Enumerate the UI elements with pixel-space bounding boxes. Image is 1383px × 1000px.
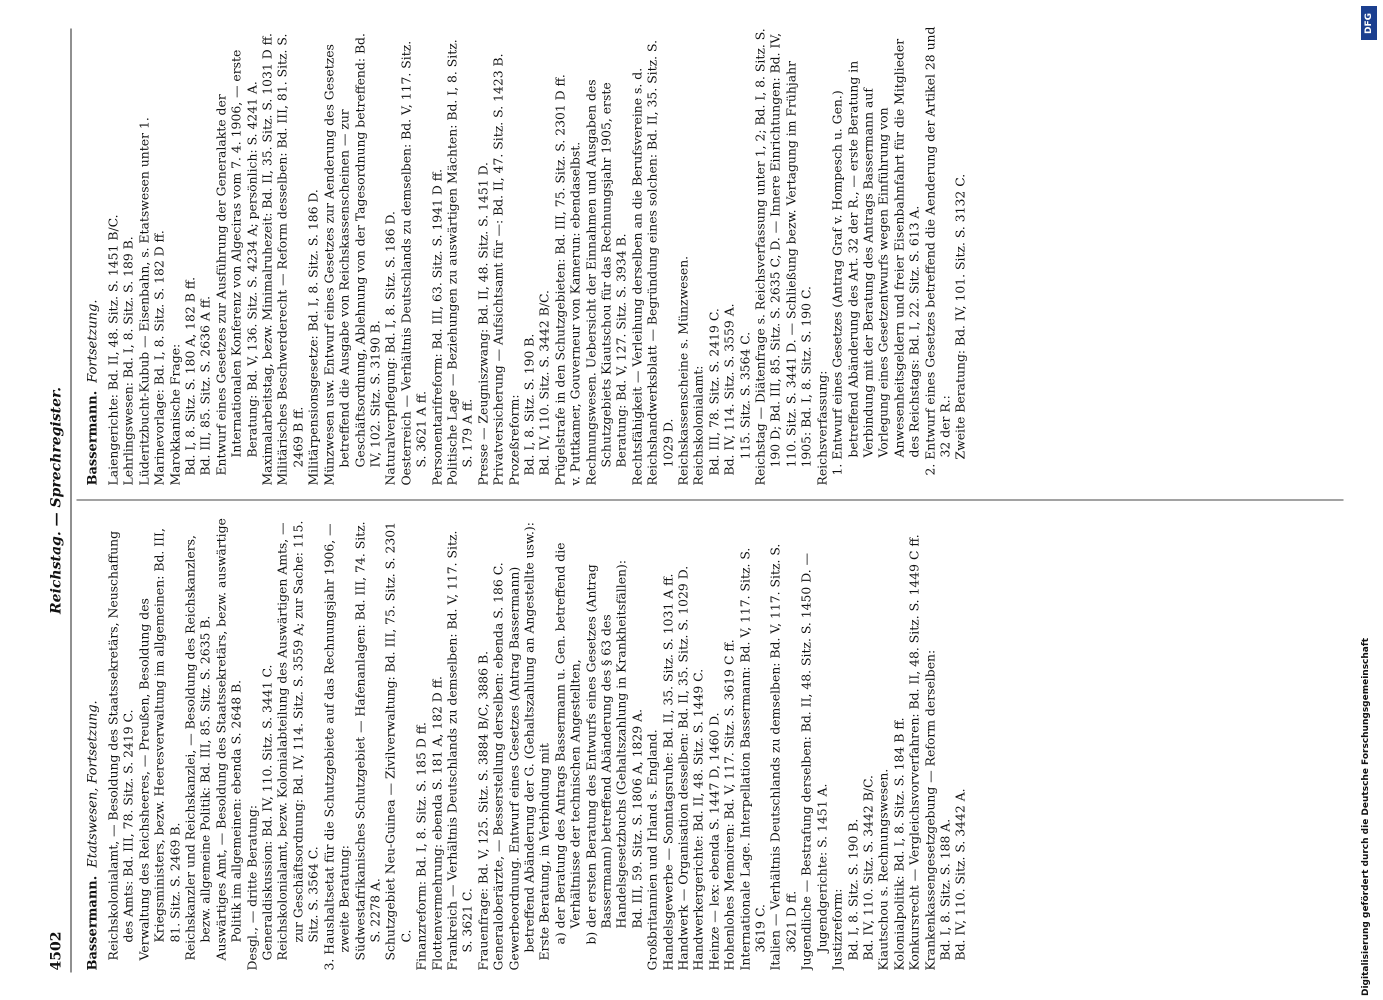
index-entry: Lüderitzbucht-Kubub — Eisenbahn, s. Etatswesen unter 1. xyxy=(135,116,151,485)
index-entry: Prügelstrafe in den Schutzgebieten: Bd. III, 75. Sitz. S. 2301 D ff. xyxy=(551,73,567,485)
index-entry: Reichskolonialamt, — Besoldung des Staatssekretärs, Neuschaffung des Amts: Bd. III, 78. Sitz. S. 2419 C. xyxy=(105,530,136,960)
index-entry: Bd. I, 8. Sitz. S. 180 A, 182 B ff. xyxy=(182,276,198,475)
index-entry: Militärisches Beschwerderecht — Reform desselben: Bd. III, 81. Sitz. S. 2469 B ff. xyxy=(274,33,305,485)
index-entry: Rechtsfähigkeit — Verleihung derselben an die Berufsvereine s. d. xyxy=(628,67,644,485)
index-entry: Südwestafrikanisches Schutzgebiet — Hafenanlagen: Bd. III, 74. Sitz. S. 2278 A. xyxy=(351,520,382,960)
running-title: Reichstag. — Sprechregister. xyxy=(48,386,64,614)
index-entry: Großbritannien und Irland s. England. xyxy=(644,728,660,970)
index-entry: Bd. IV, 110. Sitz. S. 3442 B/C. xyxy=(859,774,875,960)
index-entry: Münzwesen usw. Entwurf eines Gesetzes zur Aenderung des Gesetzes betreffend die Ausgabe von Reichskassenscheinen — zur Geschäftsordnung, Ablehnung von der Tagesordnung betreffend: Bd. IV, 102. Sitz. S. 3190 B. xyxy=(320,32,382,485)
index-entry: Frauenfrage: Bd. V, 125. Sitz. S. 3884 B/C, 3886 B. xyxy=(474,650,490,970)
index-entry: Bd. IV, 114. Sitz. S. 3559 A. xyxy=(721,302,737,475)
index-entry: Militärpensionsgesetze: Bd. I, 8. Sitz. S. 186 D. xyxy=(305,188,321,485)
index-entry: Politische Lage — Beziehungen zu auswärtigen Mächten: Bd. I, 8. Sitz. S. 179 A ff. xyxy=(443,38,475,485)
index-entry: Personentarifreform: Bd. III, 63. Sitz. S. 1941 D ff. xyxy=(428,168,444,485)
index-entry: Oesterreich — Verhältnis Deutschlands zu demselben: Bd. V, 117. Sitz. S. 3621 A ff. xyxy=(397,40,429,485)
index-entry: Verwaltung des Reichsheeres, — Preußen, Besoldung des Kriegsministers, bezw. Heeresverwaltung im allgemeinen: Bd. III, 81. Sitz. S. 2469 B. xyxy=(135,527,182,960)
index-entry: Marokkanische Frage: xyxy=(166,343,182,485)
index-entry: Schutzgebiet Neu-Guinea — Zivilverwaltung: Bd. III, 75. Sitz. S. 2301 C. xyxy=(382,521,413,960)
index-entry: v. Puttkamer, Gouverneur von Kamerun: ebendaselbst. xyxy=(567,141,583,485)
index-entry: Reichskolonialamt: xyxy=(690,365,706,485)
index-entry: Zweite Beratung: Bd. IV, 101. Sitz. S. 3132 C. xyxy=(952,173,968,459)
right-entry-list xyxy=(105,25,968,485)
index-entry: Prozeßreform: xyxy=(505,393,521,485)
page-header xyxy=(48,30,68,970)
index-entry: Rechnungswesen. Uebersicht der Einnahmen und Ausgaben des Schutzgebiets Kiautschou für das Rechnungsjahr 1905, erste Beratung: Bd. V, 127. Sitz. S. 3934 B. xyxy=(582,78,629,485)
index-entry: Reichshandwerksblatt — Begründung eines solchen: Bd. II, 35. Sitz. S. 1029 D. xyxy=(644,39,675,485)
index-entry: Flottenvermehrung: ebenda S. 181 A, 182 D ff. xyxy=(428,675,444,970)
index-entry: Bd. IV, 110. Sitz. S. 3442 A. xyxy=(952,787,968,960)
index-entry: Bd. III, 78. Sitz. S. 2419 C. xyxy=(705,307,721,475)
index-entry: Heinze — lex: ebenda S. 1447 D, 1460 D. xyxy=(705,711,721,970)
index-entry: Kolonialpolitik: Bd. I, 8. Sitz. S. 184 B ff. xyxy=(890,716,906,970)
index-entry: b) der ersten Beratung des Entwurfs eines Gesetzes (Antrag Bassermann) betreffend Abänderung des § 63 des Handelsgesetzbuchs (Gehaltszahlung in Krankheitsfällen): xyxy=(582,559,629,944)
index-entry: Kiautschou s. Rechnungswesen. xyxy=(875,768,891,970)
index-entry: Bd. III, 85. Sitz. S. 2636 A ff. xyxy=(197,295,213,475)
index-entry: Privatversicherung — Aufsichtsamt für —: Bd. II, 47. Sitz. S. 1423 B. xyxy=(490,52,506,485)
index-entry: Frankreich — Verhältnis Deutschlands zu demselben: Bd. V, 117. Sitz. S. 3621 C. xyxy=(443,530,475,970)
index-entry: Laiengerichte: Bd. II, 48. Sitz. S. 1451 B/C. xyxy=(105,213,120,485)
index-entry: Lehrlingswesen: Bd. I, 8. Sitz. S. 189 B. xyxy=(120,235,136,485)
index-entry: Auswärtiges Amt, — Besoldung des Staatssekretärs, bezw. auswärtige Politik im allgemeinen: ebenda S. 2648 B. xyxy=(212,517,244,960)
index-entry: Reichskolonialamt, bezw. Kolonialabteilung des Auswärtigen Amts, — zur Geschäftsordnung: Bd. IV, 114. Sitz. S. 3559 A; zur Sache: 115. Sitz. S. 3564 C. xyxy=(274,520,321,960)
index-entry: Naturalverpflegung: Bd. I, 8. Sitz. S. 186 D. xyxy=(382,210,398,485)
index-entry: Generaloberärzte, — Besserstellung derselben: ebenda S. 186 C. xyxy=(490,561,506,970)
speaker-name: Bassermann. xyxy=(85,875,100,970)
index-entry: Handwerk — Organisation desselben: Bd. II, 35. Sitz. S. 1029 D. xyxy=(675,565,691,970)
index-entry: Handwerkergerichte: Bd. II, 48. Sitz. S. 1449 C. xyxy=(690,668,706,970)
continuation-label: Fortsetzung. xyxy=(85,299,100,383)
left-column-heading xyxy=(84,515,101,970)
index-entry: 1. Entwurf eines Gesetzes (Antrag Graf v. Hompesch u. Gen.) betreffend Abänderung des Art. 32 der R., — erste Beratung in Verbindung mit der Beratung des Antrags Bassermann auf Vorlegung eines Gesetzentwurfs wegen Einführung von Anwesenheitsgeldern und freier Eisenbahnfahrt für die Mitglieder des Reichstags: Bd. I, 22. Sitz. S. 613 A. xyxy=(829,38,922,475)
index-entry: Generaldiskussion: Bd. IV, 110. Sitz. S. 3441 C. xyxy=(259,664,275,960)
page-number: 4502 xyxy=(48,931,64,970)
right-column-heading xyxy=(84,25,101,485)
index-entry: Bd. IV, 110. Sitz. S. 3442 B/C. xyxy=(536,289,552,475)
index-entry: Desgl., — dritte Beratung: xyxy=(243,804,259,970)
index-entry: Justizreform: xyxy=(829,888,845,970)
index-entry: Presse — Zeugniszwang: Bd. II, 48. Sitz. S. 1451 D. xyxy=(474,161,490,485)
index-entry: Internationale Lage. Interpellation Bassermann: Bd. V, 117. Sitz. S. 3619 C. xyxy=(736,547,768,970)
index-entry: Jugendliche — Bestrafung derselben: Bd. II, 48. Sitz. S. 1450 D. — Jugendgerichte: S. 1451 A. xyxy=(798,552,829,970)
index-entry: Bd. I, 8. Sitz. S. 188 A. xyxy=(936,818,952,960)
index-entry: 115. Sitz. S. 3564 C. xyxy=(736,331,752,459)
index-entry: Gewerbeordnung. Entwurf eines Gesetzes (Antrag Bassermann) betreffend Abänderung der G. (Gehaltszahlung an Angestellte usw.): xyxy=(505,521,536,970)
index-entry: Reichskanzler und Reichskanzlei, — Besoldung des Reichskanzlers, bezw. allgemeine Politik: Bd. III, 85. Sitz. S. 2635 B. xyxy=(182,534,213,960)
header-rule xyxy=(70,28,71,972)
speaker-name: Bassermann. xyxy=(85,390,100,485)
index-entry: Handelsgewerbe — Sonntagsruhe: Bd. II, 35. Sitz. S. 1031 A ff. xyxy=(659,573,675,970)
index-entry: Erste Beratung, in Verbindung mit xyxy=(536,742,552,960)
index-entry: a) der Beratung des Antrags Bassermann u. Gen. betreffend die Verhältnisse der technischen Angestellten, xyxy=(551,541,583,944)
index-entry: Reichskassenscheine s. Münzwesen. xyxy=(675,255,691,485)
index-entry: Maximalarbeitstag, bezw. Minimalruhezeit: Bd. II, 35. Sitz. S. 1031 D ff. xyxy=(259,32,275,485)
index-entry: 3. Haushaltsetat für die Schutzgebiete auf das Rechnungsjahr 1906, — zweite Beratung: xyxy=(320,522,352,970)
funding-credit: Digitalisierung gefördert durch die Deutsche Forschungsgemeinschaft xyxy=(1361,637,1371,996)
index-entry: Bd. I, 8. Sitz. S. 190 B. xyxy=(520,333,536,475)
right-column xyxy=(84,25,1343,485)
left-column xyxy=(84,515,1343,970)
index-entry: Bd. I, 8. Sitz. S. 190 B. xyxy=(844,818,860,960)
index-entry: 2. Entwurf eines Gesetzes betreffend die Aenderung der Artikel 28 und 32 der R.: xyxy=(921,26,952,475)
index-entry: Reichsverfassung: xyxy=(813,370,829,485)
digitization-sidebar xyxy=(1357,0,1383,1000)
left-entry-list xyxy=(105,515,968,970)
index-entry: Entwurf eines Gesetzes zur Ausführung der Generalakte der Internationalen Konferenz von Algeciras vom 7. 4. 1906, — erste Beratung: Bd. V, 136. Sitz. S. 4234 A; persönlich: S. 4241 A. xyxy=(212,49,259,475)
index-entry: Konkursrecht — Vergleichsvorverfahren: Bd. II, 48. Sitz. S. 1449 C ff. xyxy=(906,533,922,970)
index-entry: Hohenlohes Memoiren: Bd. V, 117. Sitz. S. 3619 C ff. xyxy=(721,638,737,970)
column-divider xyxy=(76,499,1343,500)
index-entry: Marinevorlage: Bd. I, 8. Sitz. S. 182 D ff. xyxy=(151,229,167,485)
index-entry: Reichstag — Diätenfrage s. Reichsverfassung unter 1, 2; Bd. I, 8. Sitz. S. 190 D; Bd. III, 85. Sitz. S. 2635 C, D. — Innere Einrichtungen: Bd. IV, 110. Sitz. S. 3441 D. — Schließung bezw. Vertagung im Frühjahr 1905: Bd. I, 8. Sitz. S. 190 C. xyxy=(752,27,814,485)
index-entry: Bd. III, 59. Sitz. S. 1806 A, 1829 A. xyxy=(628,708,644,928)
index-entry: Italien — Verhältnis Deutschlands zu demselben: Bd. V, 117. Sitz. S. 3621 D ff. xyxy=(767,543,798,970)
continuation-label: Etatswesen, Fortsetzung. xyxy=(85,699,100,868)
dfg-logo: DFG xyxy=(1361,6,1377,40)
index-entry: Krankenkassengesetzgebung — Reform derselben: xyxy=(921,649,937,970)
index-entry: Finanzreform: Bd. I, 8. Sitz. S. 185 D ff. xyxy=(413,721,429,970)
